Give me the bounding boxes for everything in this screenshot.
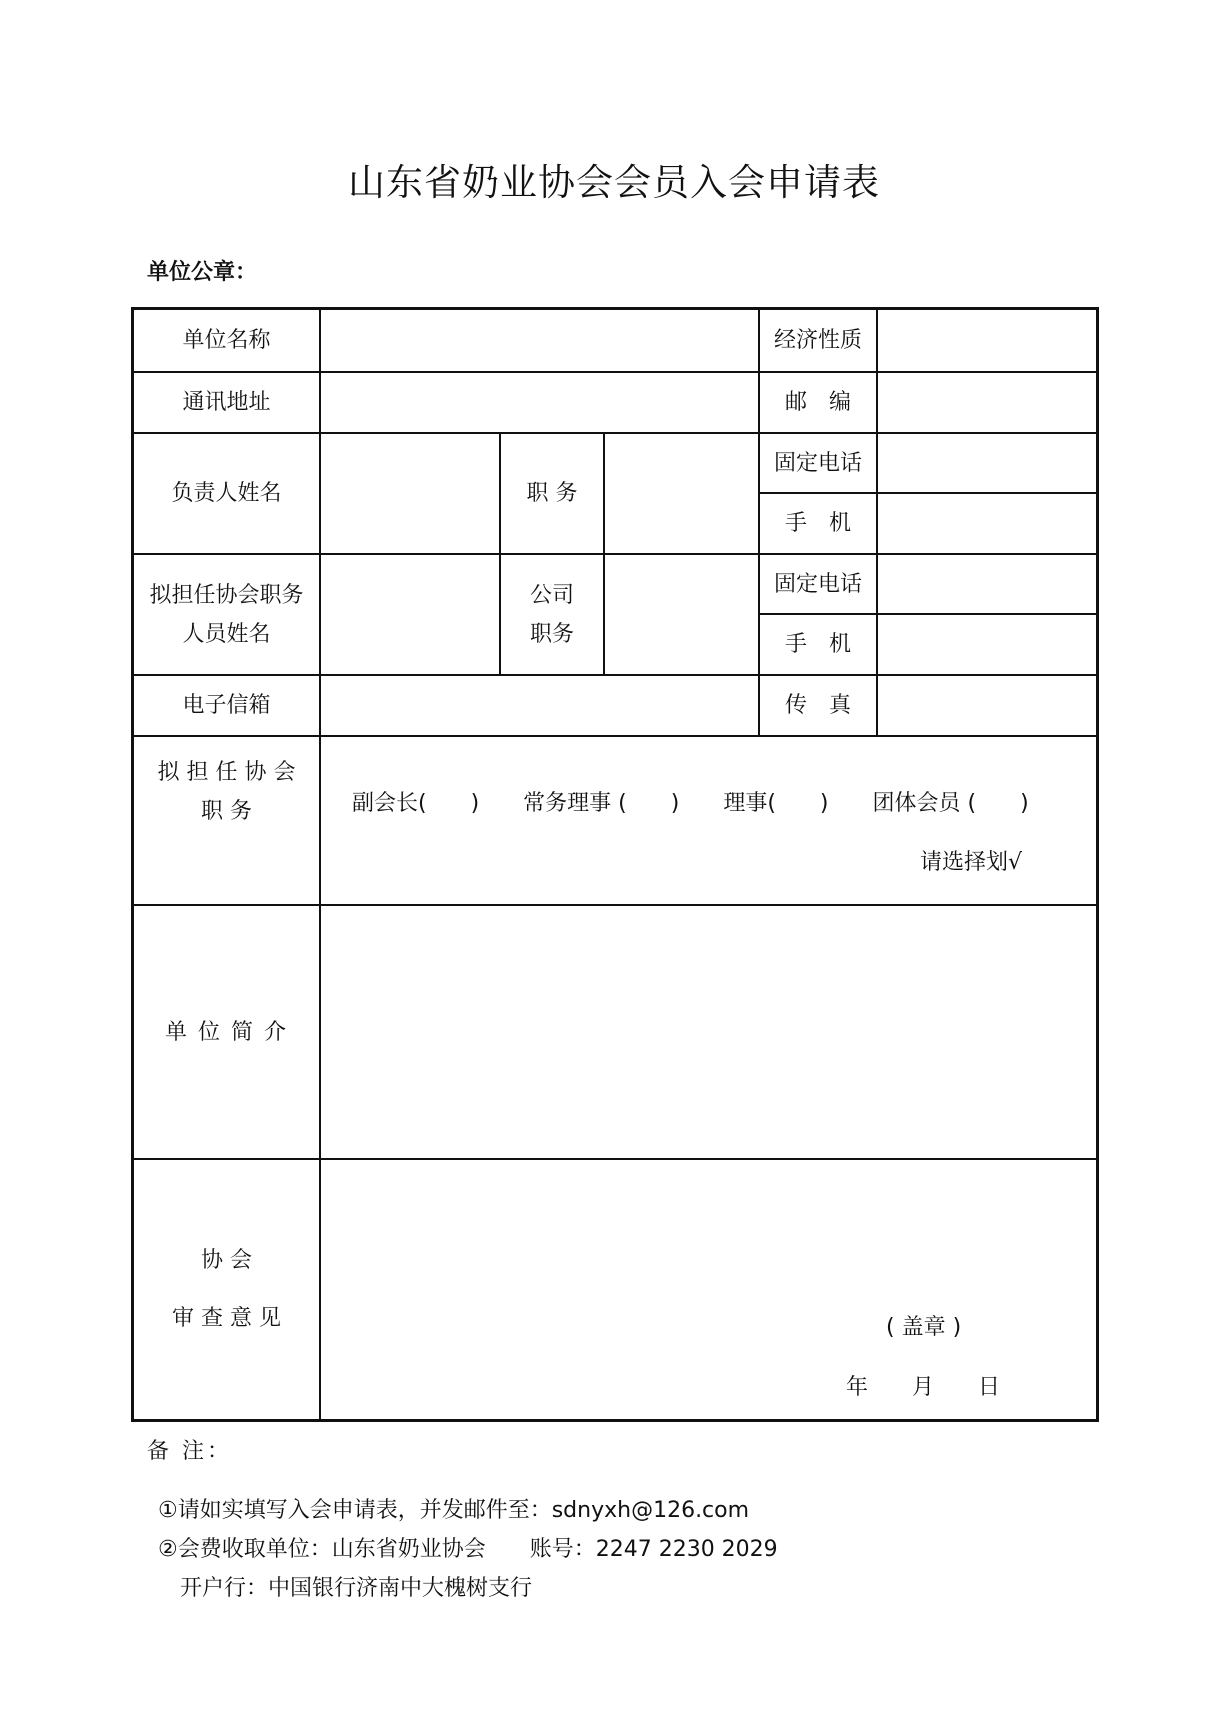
- company-position-field[interactable]: [605, 555, 758, 674]
- role-selection-hint: 请选择划√: [920, 850, 1023, 875]
- economic-nature-field[interactable]: [878, 310, 1096, 371]
- address-label: 通讯地址: [182, 390, 271, 415]
- economic-nature-label: 经济性质: [773, 328, 862, 353]
- fixed-phone-label: 固定电话: [773, 450, 862, 476]
- position-field[interactable]: [605, 434, 758, 553]
- review-opinion-label: [134, 1160, 319, 1419]
- review-opinion-label-line1: 协 会: [200, 1247, 252, 1273]
- fax-field[interactable]: [878, 676, 1096, 735]
- candidate-name-field[interactable]: [321, 555, 499, 674]
- company-position-label: [501, 555, 603, 674]
- company-position-label-line1: 公司: [529, 582, 574, 608]
- mobile-2-label: 手 机: [784, 632, 851, 657]
- review-opinion-label-line2: 审 查 意 见: [172, 1305, 281, 1331]
- date-label: 年 月 日: [846, 1375, 1001, 1400]
- unit-seal-label: 单位公章：: [147, 260, 258, 285]
- mobile-label: 手 机: [784, 511, 851, 536]
- email-field[interactable]: [321, 676, 758, 735]
- leader-name-field[interactable]: [321, 434, 499, 553]
- fixed-phone-2-label: 固定电话: [773, 571, 862, 597]
- email-label: 电子信箱: [182, 693, 271, 718]
- unit-name-field[interactable]: [321, 310, 758, 371]
- postcode-field[interactable]: [878, 373, 1096, 432]
- leader-name-label: 负责人姓名: [171, 481, 282, 506]
- role-options[interactable]: 副会长( ) 常务理事 ( ) 理事( ) 团体会员 ( ): [352, 791, 1029, 816]
- fax-label: 传 真: [784, 693, 851, 718]
- notes-label: 备 注：: [147, 1439, 232, 1464]
- postcode-label: 邮 编: [784, 390, 851, 415]
- fixed-phone-2-field[interactable]: [878, 555, 1096, 613]
- company-position-label-line2: 职务: [529, 621, 574, 647]
- position-label: 职 务: [526, 481, 578, 506]
- intended-role-label-line1: 拟 担 任 协 会: [157, 760, 296, 785]
- unit-name-label: 单位名称: [182, 328, 271, 353]
- note-line-1: ①请如实填写入会申请表，并发邮件至：sdnyxh@126.com: [158, 1498, 750, 1523]
- intended-role-label-line2: 职 务: [200, 799, 252, 824]
- stamp-label: ( 盖章 ): [886, 1315, 962, 1340]
- candidate-name-label-line1: 拟担任协会职务: [149, 582, 304, 608]
- unit-intro-label: 单 位 简 介: [165, 1019, 288, 1045]
- unit-intro-field[interactable]: [321, 906, 1096, 1158]
- mobile-field[interactable]: [878, 494, 1096, 553]
- candidate-name-label: [134, 555, 319, 674]
- address-field[interactable]: [321, 373, 758, 432]
- mobile-2-field[interactable]: [878, 615, 1096, 674]
- note-line-2: ②会费收取单位：山东省奶业协会 账号：2247 2230 2029: [158, 1537, 778, 1562]
- note-line-3: 开户行：中国银行济南中大槐树支行: [180, 1576, 533, 1601]
- candidate-name-label-line2: 人员姓名: [182, 621, 271, 647]
- fixed-phone-field[interactable]: [878, 434, 1096, 492]
- intended-role-label: [134, 737, 319, 847]
- page-title: 山东省奶业协会会员入会申请表: [348, 161, 880, 204]
